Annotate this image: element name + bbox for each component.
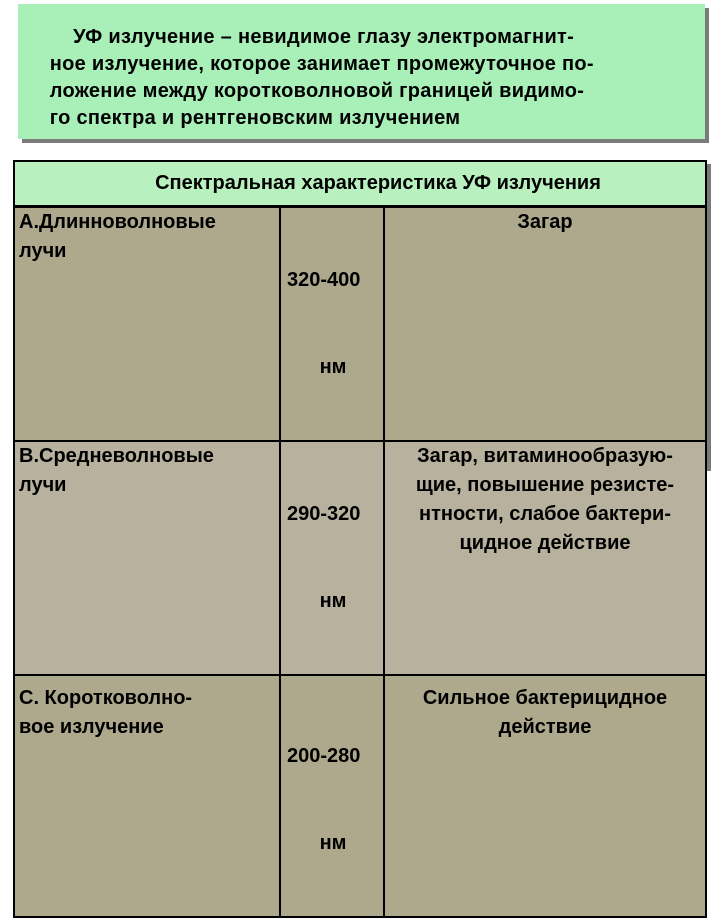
range-unit: нм <box>319 589 347 612</box>
effect-long: Загар <box>384 206 706 441</box>
intro-box <box>18 4 705 139</box>
table-title: Спектральная характеристика УФ излучения <box>14 161 706 206</box>
table-row <box>14 206 706 441</box>
ray-type-long: А.Длинноволновые лучи <box>14 206 280 441</box>
range-value: 290-320 <box>287 502 361 525</box>
wavelength-range-long <box>280 206 384 441</box>
wavelength-range-short <box>280 675 384 917</box>
range-unit: нм <box>319 355 347 378</box>
intro-text: УФ излучение – невидимое глазу электромагнит- ное излучение, которое занимает промежуточное по- ложение между коротковолновой границей видимо- го спектра и рентгеновским излучением <box>49 26 594 129</box>
ray-type-short: С. Коротковолно- вое излучение <box>14 675 280 917</box>
table-row <box>14 441 706 675</box>
ray-type-medium: В.Средневолновые лучи <box>14 441 280 675</box>
uv-spectrum-table <box>13 160 707 854</box>
range-unit: нм <box>319 831 347 854</box>
effect-short: Сильное бактерицидное действие <box>384 675 706 917</box>
effect-medium: Загар, витаминообразую- щие, повышение резисте- нтности, слабое бактери- цидное действие <box>384 441 706 675</box>
range-value: 200-280 <box>287 744 361 767</box>
wavelength-range-medium <box>280 441 384 675</box>
range-value: 320-400 <box>287 268 361 291</box>
table-row <box>14 675 706 917</box>
